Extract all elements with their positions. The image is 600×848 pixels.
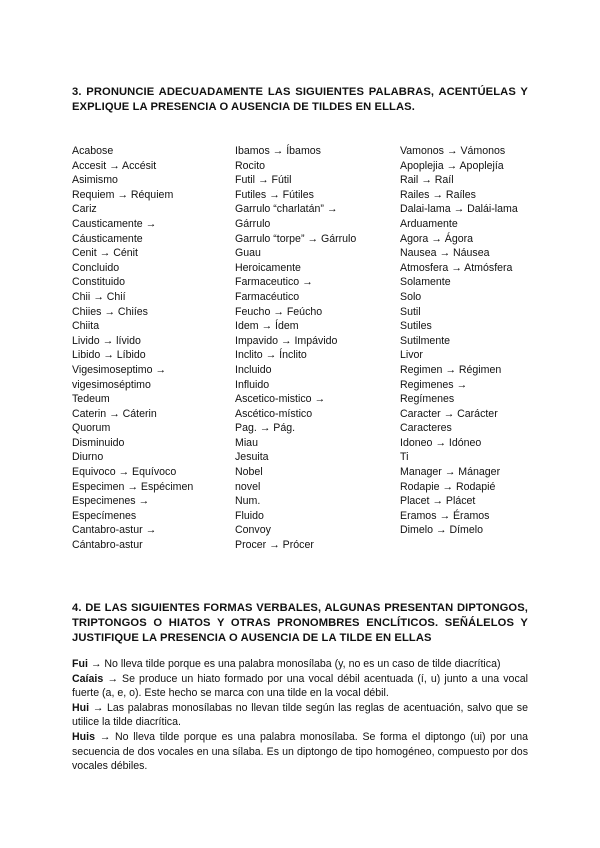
- explanation-paragraph: [72, 730, 528, 774]
- word-entry: Guau: [235, 247, 261, 260]
- word-entry: vigesimoséptimo: [72, 378, 151, 391]
- word-entry: Dalai-lama → Dalái-lama: [400, 203, 518, 216]
- word-entry: Especimenes →: [72, 495, 150, 508]
- word-column-1: [72, 144, 193, 553]
- explanation-paragraph: [72, 672, 528, 701]
- word-entry: Heroicamente: [235, 261, 301, 274]
- word-entry: Chii → Chií: [72, 290, 126, 303]
- word-entry: Rocito: [235, 159, 266, 172]
- word-entry: Livido → lívido: [72, 334, 141, 347]
- word-entry: Especímenes: [72, 509, 137, 522]
- word-entry: Ascetico-mistico →: [235, 393, 326, 406]
- section-3-heading-line: 3. PRONUNCIE ADECUADAMENTE LAS SIGUIENTES PALABRAS, ACENTÚELAS Y: [72, 86, 528, 98]
- word-entry: Influido: [235, 378, 270, 391]
- word-entry: Sutil: [400, 305, 421, 318]
- word-entry: Convoy: [235, 524, 271, 537]
- word-column-2: [235, 144, 356, 553]
- word-entry: Railes → Raíles: [400, 188, 476, 201]
- word-entry: Garrulo “charlatán” →: [235, 203, 338, 216]
- word-entry: Farmacéutico: [235, 290, 300, 303]
- section-3-heading: [72, 85, 528, 115]
- word-entry: Caracter → Carácter: [400, 407, 498, 420]
- word-entry: Cariz: [72, 203, 97, 216]
- word-entry: Miau: [235, 436, 258, 449]
- word-entry: Nobel: [235, 466, 263, 479]
- word-entry: Libido → Líbido: [72, 349, 146, 362]
- word-entry: Garrulo “torpe” → Gárrulo: [235, 232, 357, 245]
- word-entry: Placet → Plácet: [400, 495, 476, 508]
- word-entry: Especimen → Espécimen: [72, 480, 194, 493]
- word-entry: Ibamos → Íbamos: [235, 145, 321, 157]
- word-entry: Asimismo: [72, 174, 118, 187]
- explanation-paragraph: [72, 657, 528, 672]
- explanation-text: → No lleva tilde porque es una palabra monosílaba. Se forma el diptongo (ui) por una secuencia de dos vocales en una sílaba. Es un diptongo de tipo homogéneo, compuesto por dos vocales débiles.: [72, 730, 528, 773]
- word-entry: Farmaceutico →: [235, 276, 313, 289]
- word-entry: Quorum: [72, 422, 111, 435]
- word-entry: Futil → Fútil: [235, 174, 292, 187]
- word-entry: Apoplejia → Apoplejía: [400, 159, 504, 172]
- word-entry: Solamente: [400, 276, 451, 289]
- word-entry: Tedeum: [72, 393, 110, 406]
- section-4-heading-line: 4. DE LAS SIGUIENTES FORMAS VERBALES, ALGUNAS PRESENTAN DIPTONGOS,: [72, 602, 528, 614]
- word-entry: Eramos → Éramos: [400, 509, 490, 522]
- word-entry: Pag. → Pág.: [235, 422, 296, 435]
- word-entry: novel: [235, 480, 261, 493]
- word-entry: Impavido → Impávido: [235, 334, 338, 347]
- word-entry: Regimenes →: [400, 378, 468, 391]
- word-entry: Regimen → Régimen: [400, 363, 502, 376]
- word-entry: Cántabro-astur: [72, 539, 143, 552]
- section-4-explanations: [72, 657, 528, 774]
- word-entry: Num.: [235, 495, 261, 508]
- explanation-text: → Las palabras monosílabas no llevan tilde según las reglas de acentuación, salvo que se utilice la tilde diacrítica.: [72, 701, 528, 729]
- word-entry: Gárrulo: [235, 217, 271, 230]
- word-entry: Concluido: [72, 261, 120, 274]
- word-entry: Equivoco → Equívoco: [72, 466, 177, 479]
- word-entry: Vamonos → Vámonos: [400, 145, 506, 157]
- word-entry: Chiies → Chiíes: [72, 305, 148, 318]
- explanation-term: Huis: [72, 730, 95, 743]
- word-entry: Dimelo → Dímelo: [400, 524, 484, 537]
- explanation-term: Fui: [72, 658, 88, 670]
- word-entry: Incluido: [235, 363, 272, 376]
- explanation-paragraph: [72, 701, 528, 730]
- word-entry: Cantabro-astur →: [72, 524, 157, 537]
- section-4-heading-line: JUSTIFIQUE LA PRESENCIA O AUSENCIA DE LA TILDE EN ELLAS: [72, 632, 432, 644]
- word-entry: Caracteres: [400, 422, 452, 435]
- word-entry: Accesit → Accésit: [72, 159, 157, 172]
- word-entry: Idem → Ídem: [235, 320, 299, 333]
- explanation-term: Hui: [72, 701, 90, 714]
- word-entry: Rodapie → Rodapié: [400, 480, 496, 493]
- section-4-heading-line: TRIPTONGOS O HIATOS Y OTRAS PRONOMBRES ENCLÍTICOS. SEÑÁLELOS Y: [72, 617, 528, 629]
- explanation-text: → No lleva tilde porque es una palabra monosílaba (y, no es un caso de tilde diacrítica): [87, 658, 501, 670]
- word-entry: Nausea → Náusea: [400, 247, 490, 260]
- word-entry: Inclito → Ínclito: [235, 349, 307, 362]
- word-entry: Diurno: [72, 451, 104, 464]
- word-entry: Acabose: [72, 145, 114, 157]
- word-entry: Fluido: [235, 509, 264, 522]
- word-entry: Livor: [400, 349, 423, 362]
- word-entry: Idoneo → Idóneo: [400, 436, 482, 449]
- word-entry: Vigesimoseptimo →: [72, 363, 167, 376]
- word-entry: Chiita: [72, 320, 100, 333]
- word-entry: Procer → Prócer: [235, 539, 314, 552]
- word-entry: Caterin → Cáterin: [72, 407, 157, 420]
- word-entry: Jesuita: [235, 451, 269, 464]
- word-entry: Solo: [400, 290, 422, 303]
- word-entry: Cáusticamente: [72, 232, 143, 245]
- word-entry: Causticamente →: [72, 217, 157, 230]
- word-entry: Atmosfera → Atmósfera: [400, 261, 513, 274]
- word-entry: Disminuido: [72, 436, 125, 449]
- word-entry: Rail → Raíl: [400, 174, 454, 187]
- explanation-text: → Se produce un hiato formado por una vocal débil acentuada (í, u) junto a una vocal fuerte (a, e, o). Este hecho se marca con una tilde en la vocal débil.: [72, 672, 528, 700]
- word-entry: Ti: [400, 451, 409, 464]
- word-entry: Manager → Mánager: [400, 466, 501, 479]
- word-entry: Constituido: [72, 276, 125, 289]
- word-column-3: [400, 144, 518, 538]
- word-entry: Futiles → Fútiles: [235, 188, 314, 201]
- word-entry: Ascético-místico: [235, 407, 313, 420]
- section-3-heading-line: EXPLIQUE LA PRESENCIA O AUSENCIA DE TILDES EN ELLAS.: [72, 101, 415, 113]
- section-4-heading: [72, 601, 528, 646]
- word-entry: Feucho → Feúcho: [235, 305, 323, 318]
- word-entry: Arduamente: [400, 217, 458, 230]
- explanation-term: Caíais: [72, 672, 104, 685]
- word-entry: Agora → Ágora: [400, 232, 474, 245]
- word-entry: Sutiles: [400, 320, 432, 333]
- word-entry: Requiem → Réquiem: [72, 188, 174, 201]
- word-entry: Regímenes: [400, 393, 455, 406]
- word-entry: Cenit → Cénit: [72, 247, 138, 260]
- word-entry: Sutilmente: [400, 334, 451, 347]
